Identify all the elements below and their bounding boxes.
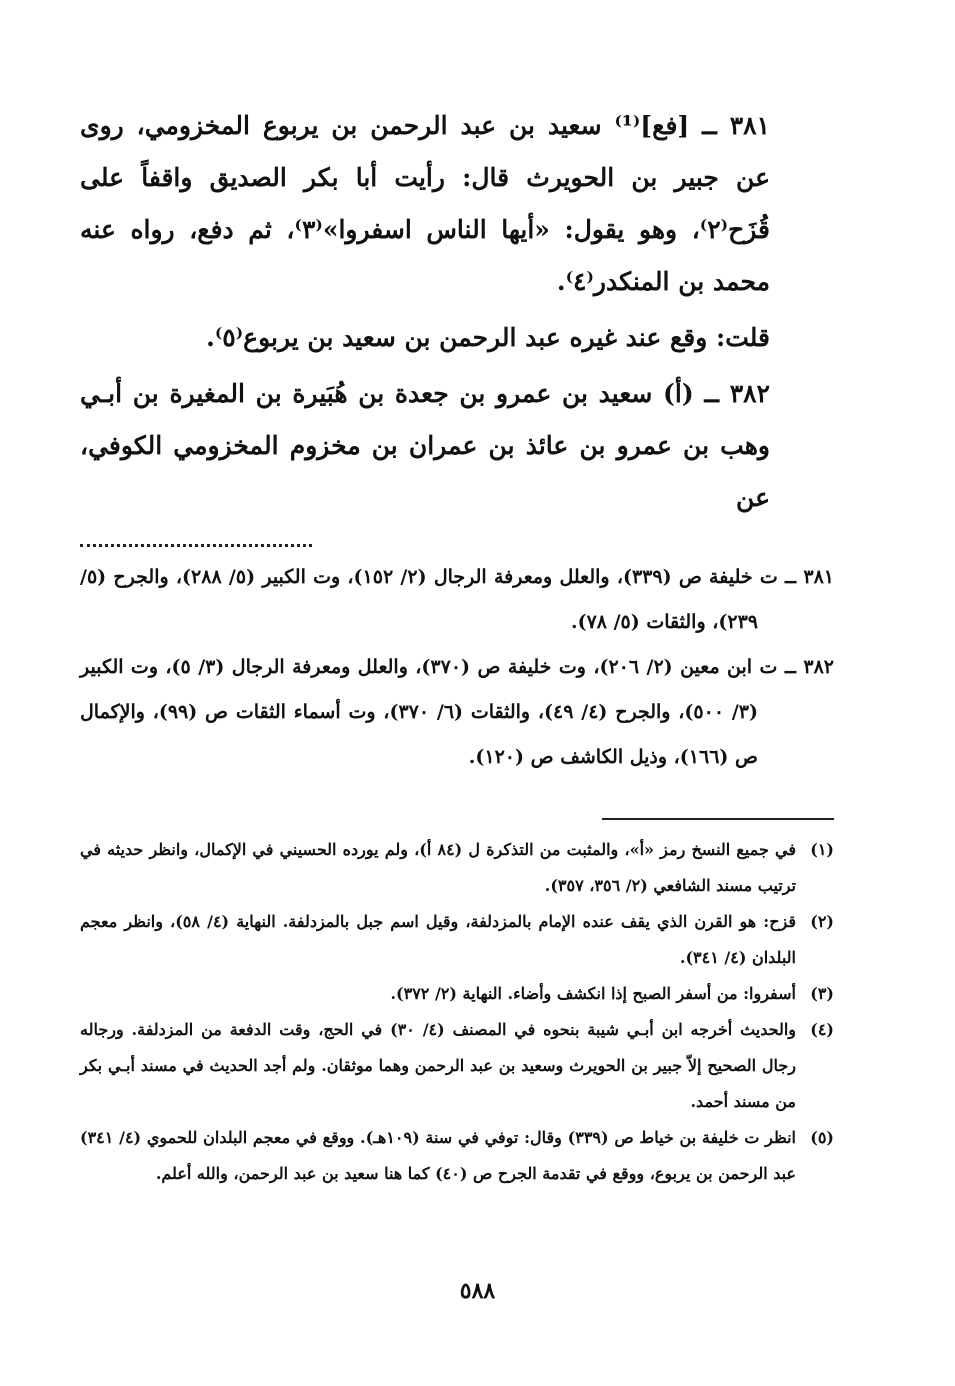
footnote-number: (٥) <box>810 1128 834 1147</box>
footnote-text: والحديث أخرجه ابن أبـي شيبة بنحوه في المصنف (٤/ ٣٠) في الحج، وقت الدفعة من المزدلفة. ورجاله رجال الصحيح إلاّ جبير بن الحويرث وسعيد بن عبد الرحمن وهما موثقان. ولم أجد الحديث في مسند أبـي بكر من مسند أحمد. <box>80 1020 796 1111</box>
footnote-text: قزح: هو القرن الذي يقف عنده الإمام بالمزدلفة، وقيل اسم جبل بالمزدلفة. النهاية (٤/ ٥٨)، وانظر معجم البلدان (٤/ ٣٤١). <box>80 912 797 967</box>
footnote-text: أسفروا: من أسفر الصبح إذا انكشف وأضاء. النهاية (٢/ ٣٧٢). <box>390 984 796 1003</box>
footnote-2 <box>80 904 834 976</box>
footnote-text: انظر ت خليفة بن خياط ص (٣٣٩) وقال: توفي في سنة (١٠٩هـ). ووقع في معجم البلدان للحموي (٤/ ٣٤١) عبد الرحمن بن يربوع، ووقع في تقدمة الجرح ص (٤٠) كما هنا سعيد بن عبد الرحمن، والله أعلم. <box>80 1128 796 1183</box>
footnote-rule <box>602 818 834 820</box>
footnote-1 <box>80 832 834 904</box>
dotted-separator <box>80 542 312 547</box>
main-text <box>80 100 834 524</box>
page-content <box>80 100 834 1192</box>
reference-381: ٣٨١ ــ ت خليفة ص (٣٣٩)، والعلل ومعرفة الرجال (٢/ ١٥٢)، وت الكبير (٥/ ٢٨٨)، والجرح (٥/ ٢٣٩)، والثقات (٥/ ٧٨). <box>80 566 835 633</box>
reference-382: ٣٨٢ ــ ت ابن معين (٢/ ٢٠٦)، وت خليفة ص (٣٧٠)، والعلل ومعرفة الرجال (٣/ ٥)، وت الكبير (٣/ ٥٠٠)، والجرح (٤/ ٤٩)، والثقات (٦/ ٣٧٠)، وت أسماء الثقات ص (٩٩)، والإكمال ص (١٦٦)، وذيل الكاشف ص (١٢٠). <box>80 656 834 768</box>
footnote-5 <box>80 1120 834 1192</box>
footnote-number: (٢) <box>810 912 834 931</box>
footnote-number: (٤) <box>810 1020 834 1039</box>
entry-381-note: قلت: وقع عند غيره عبد الرحمن بن سعيد بن يربوع⁽٥⁾. <box>206 323 770 352</box>
footnote-number: (١) <box>810 840 834 859</box>
footnotes-block <box>80 832 834 1192</box>
footnote-text: في جميع النسخ رمز «أ»، والمثبت من التذكرة ل (٨٤ أ)، ولم يورده الحسيني في الإكمال، وانظر حديثه في ترتيب مسند الشافعي (٢/ ٣٥٦، ٣٥٧). <box>80 840 796 895</box>
footnote-4 <box>80 1012 834 1120</box>
page-number: ٥٨٨ <box>459 1278 496 1304</box>
entry-382: ٣٨٢ ــ (أ) سعيد بن عمرو بن جعدة بن هُبَيرة بن المغيرة بن أبـي وهب بن عمرو بن عائذ بن عمران بن مخزوم المخزومي الكوفي، عن <box>80 379 770 512</box>
footnote-number: (٣) <box>810 984 834 1003</box>
references-block <box>80 555 834 780</box>
footnote-3 <box>80 976 834 1012</box>
entry-381: ٣٨١ ــ [فع]⁽¹⁾ سعيد بن عبد الرحمن بن يربوع المخزومي، روى عن جبير بن الحويرث قال: رأيت أبا بكر الصديق واقفاً على قُزَح⁽٢⁾، وهو يقول: «أيها الناس اسفروا»⁽٣⁾، ثم دفع، رواه عنه محمد بن المنكدر⁽٤⁾. <box>80 111 771 296</box>
